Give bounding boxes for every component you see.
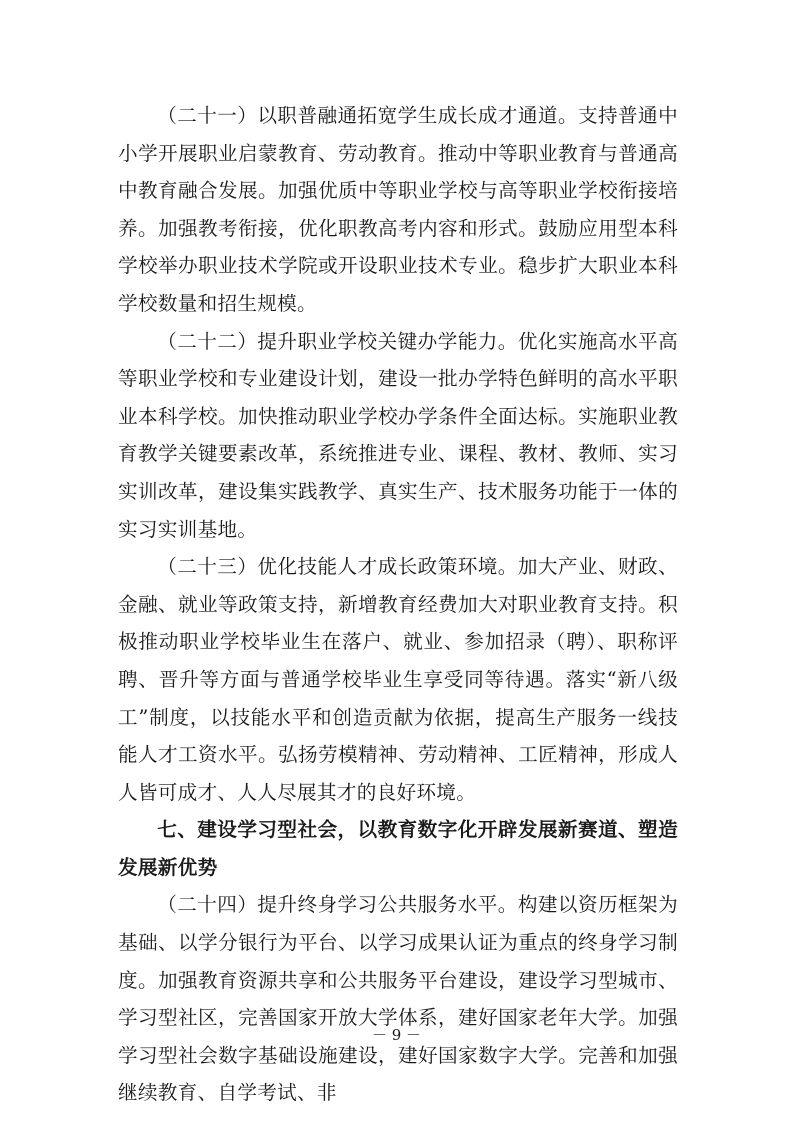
paragraph-23: （二十三）优化技能人才成长政策环境。加大产业、财政、金融、就业等政策支持，新增教育经费加大对职业教育支持。积极推动职业学校毕业生在落户、就业、参加招录（聘）、职称评聘、晋升等方面与普通学校毕业生享受同等待遇。落实“新八级工”制度，以技能水平和创造贡献为依据，提高生产服务一线技能人才工资水平。弘扬劳模精神、劳动精神、工匠精神，形成人人皆可成才、人人尽展其才的良好环境。 [118, 555, 678, 804]
paragraph-24: （二十四）提升终身学习公共服务水平。构建以资历框架为基础、以学分银行为平台、以学习成果认证为重点的终身学习制度。加强教育资源共享和公共服务平台建设，建设学习型城市、学习型社区，完善国家开放大学体系，建好国家老年大学。加强学习型社会数字基础设施建设，建好国家数字大学。完善和加强继续教育、自学考试、非 [118, 893, 678, 1105]
paragraph-22: （二十二）提升职业学校关键办学能力。优化实施高水平高等职业学校和专业建设计划，建设一批办学特色鲜明的高水平职业本科学校。加快推动职业学校办学条件全面达标。实施职业教育教学关键要素改革，系统推进专业、课程、教材、教师、实习实训改革，建设集实践教学、真实生产、技术服务功能于一体的实习实训基地。 [118, 329, 678, 541]
section-heading-7: 七、建设学习型社会，以教育数字化开辟发展新赛道、塑造发展新优势 [118, 818, 678, 879]
paragraph-21: （二十一）以职普融通拓宽学生成长成才通道。支持普通中小学开展职业启蒙教育、劳动教育。推动中等职业教育与普通高中教育融合发展。加强优质中等职业学校与高等职业学校衔接培养。加强教考衔接，优化职教高考内容和形式。鼓励应用型本科学校举办职业技术学院或开设职业技术专业。稳步扩大职业本科学校数量和招生规模。 [118, 104, 678, 315]
document-body [118, 97, 678, 1112]
page-number: － 9 － [371, 1026, 422, 1044]
